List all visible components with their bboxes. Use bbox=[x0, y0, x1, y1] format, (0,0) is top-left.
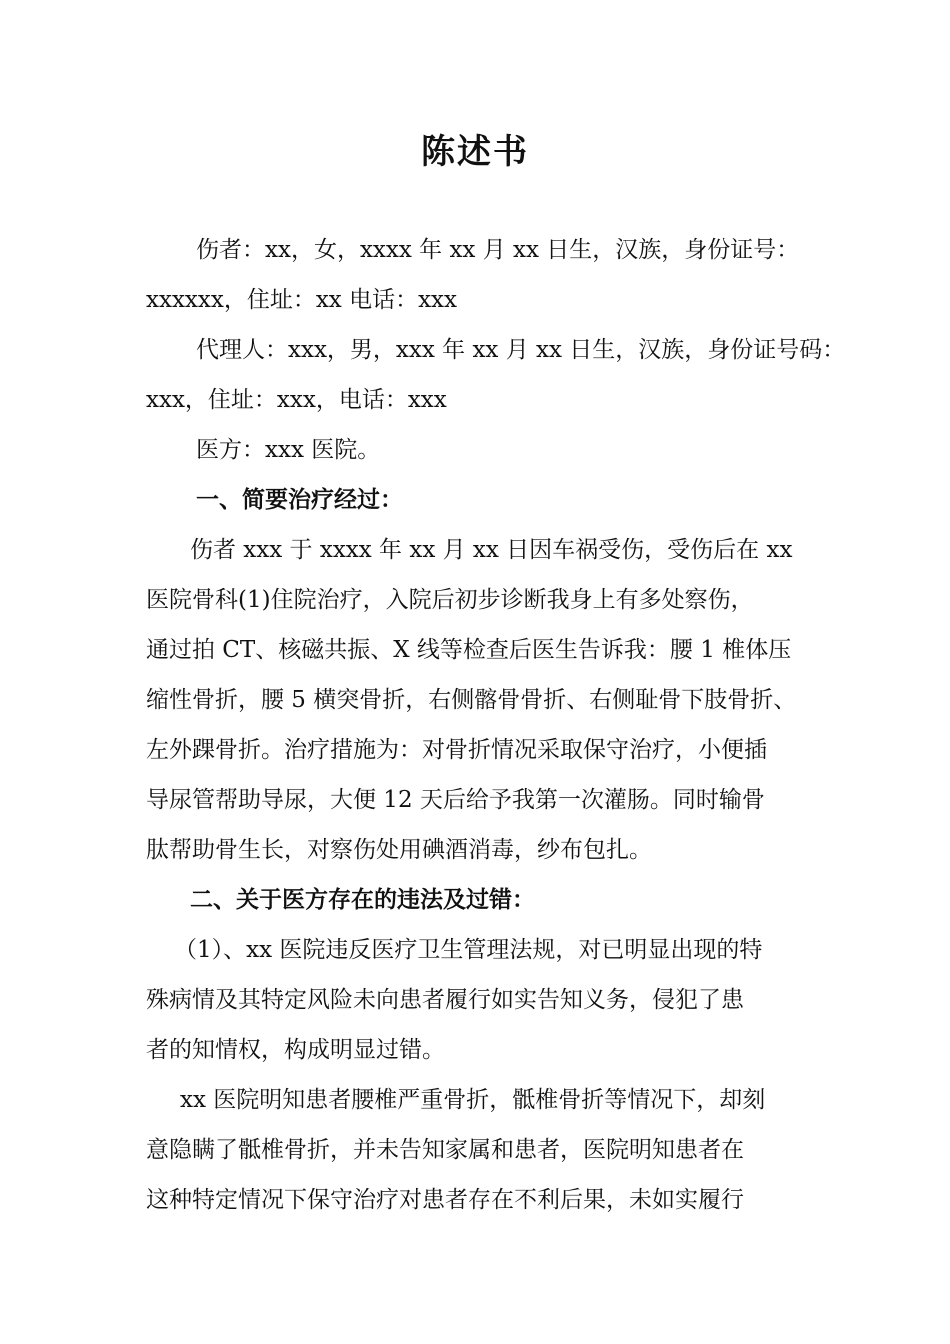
paragraph-line: 缩性骨折，腰 5 横突骨折，右侧髂骨骨折、右侧耻骨下肢骨折、 bbox=[146, 687, 797, 713]
paragraph-line: xx 医院明知患者腰椎严重骨折，骶椎骨折等情况下，却刻 bbox=[180, 1087, 766, 1113]
paragraph-line: 代理人：xxx，男，xxx 年 xx 月 xx 日生，汉族，身份证号码： bbox=[196, 337, 846, 363]
paragraph-line: 伤者 xxx 于 xxxx 年 xx 月 xx 日因车祸受伤，受伤后在 xx bbox=[190, 537, 793, 563]
paragraph-line: 伤者：xx，女，xxxx 年 xx 月 xx 日生，汉族，身份证号： bbox=[196, 237, 800, 263]
paragraph-line: 意隐瞒了骶椎骨折，并未告知家属和患者，医院明知患者在 bbox=[146, 1137, 744, 1163]
paragraph-line: xxxxxx，住址：xx 电话：xxx bbox=[146, 287, 457, 313]
paragraph-line: 这种特定情况下保守治疗对患者存在不利后果，未如实履行 bbox=[146, 1187, 744, 1213]
paragraph-line: 殊病情及其特定风险未向患者履行如实告知义务，侵犯了患 bbox=[146, 987, 744, 1013]
section-heading: 一、简要治疗经过： bbox=[196, 487, 403, 513]
paragraph-line: （1）、xx 医院违反医疗卫生管理法规，对已明显出现的特 bbox=[174, 937, 763, 963]
paragraph-line: 导尿管帮助导尿，大便 12 天后给予我第一次灌肠。同时输骨 bbox=[146, 787, 765, 813]
paragraph-line: 医方：xxx 医院。 bbox=[196, 437, 381, 463]
paragraph-line: 医院骨科(1)住院治疗，入院后初步诊断我身上有多处察伤， bbox=[146, 587, 754, 613]
paragraph-line: 通过拍 CT、核磁共振、X 线等检查后医生告诉我：腰 1 椎体压 bbox=[146, 637, 792, 663]
paragraph-line: 肽帮助骨生长，对察伤处用碘酒消毒，纱布包扎。 bbox=[146, 837, 652, 863]
document-title: 陈述书 bbox=[421, 132, 529, 172]
paragraph-line: xxx，住址：xxx，电话：xxx bbox=[146, 387, 447, 413]
paragraph-line: 者的知情权，构成明显过错。 bbox=[146, 1037, 445, 1063]
section-heading: 二、关于医方存在的违法及过错： bbox=[190, 887, 535, 913]
paragraph-line: 左外踝骨折。治疗措施为：对骨折情况采取保守治疗，小便插 bbox=[146, 737, 767, 763]
